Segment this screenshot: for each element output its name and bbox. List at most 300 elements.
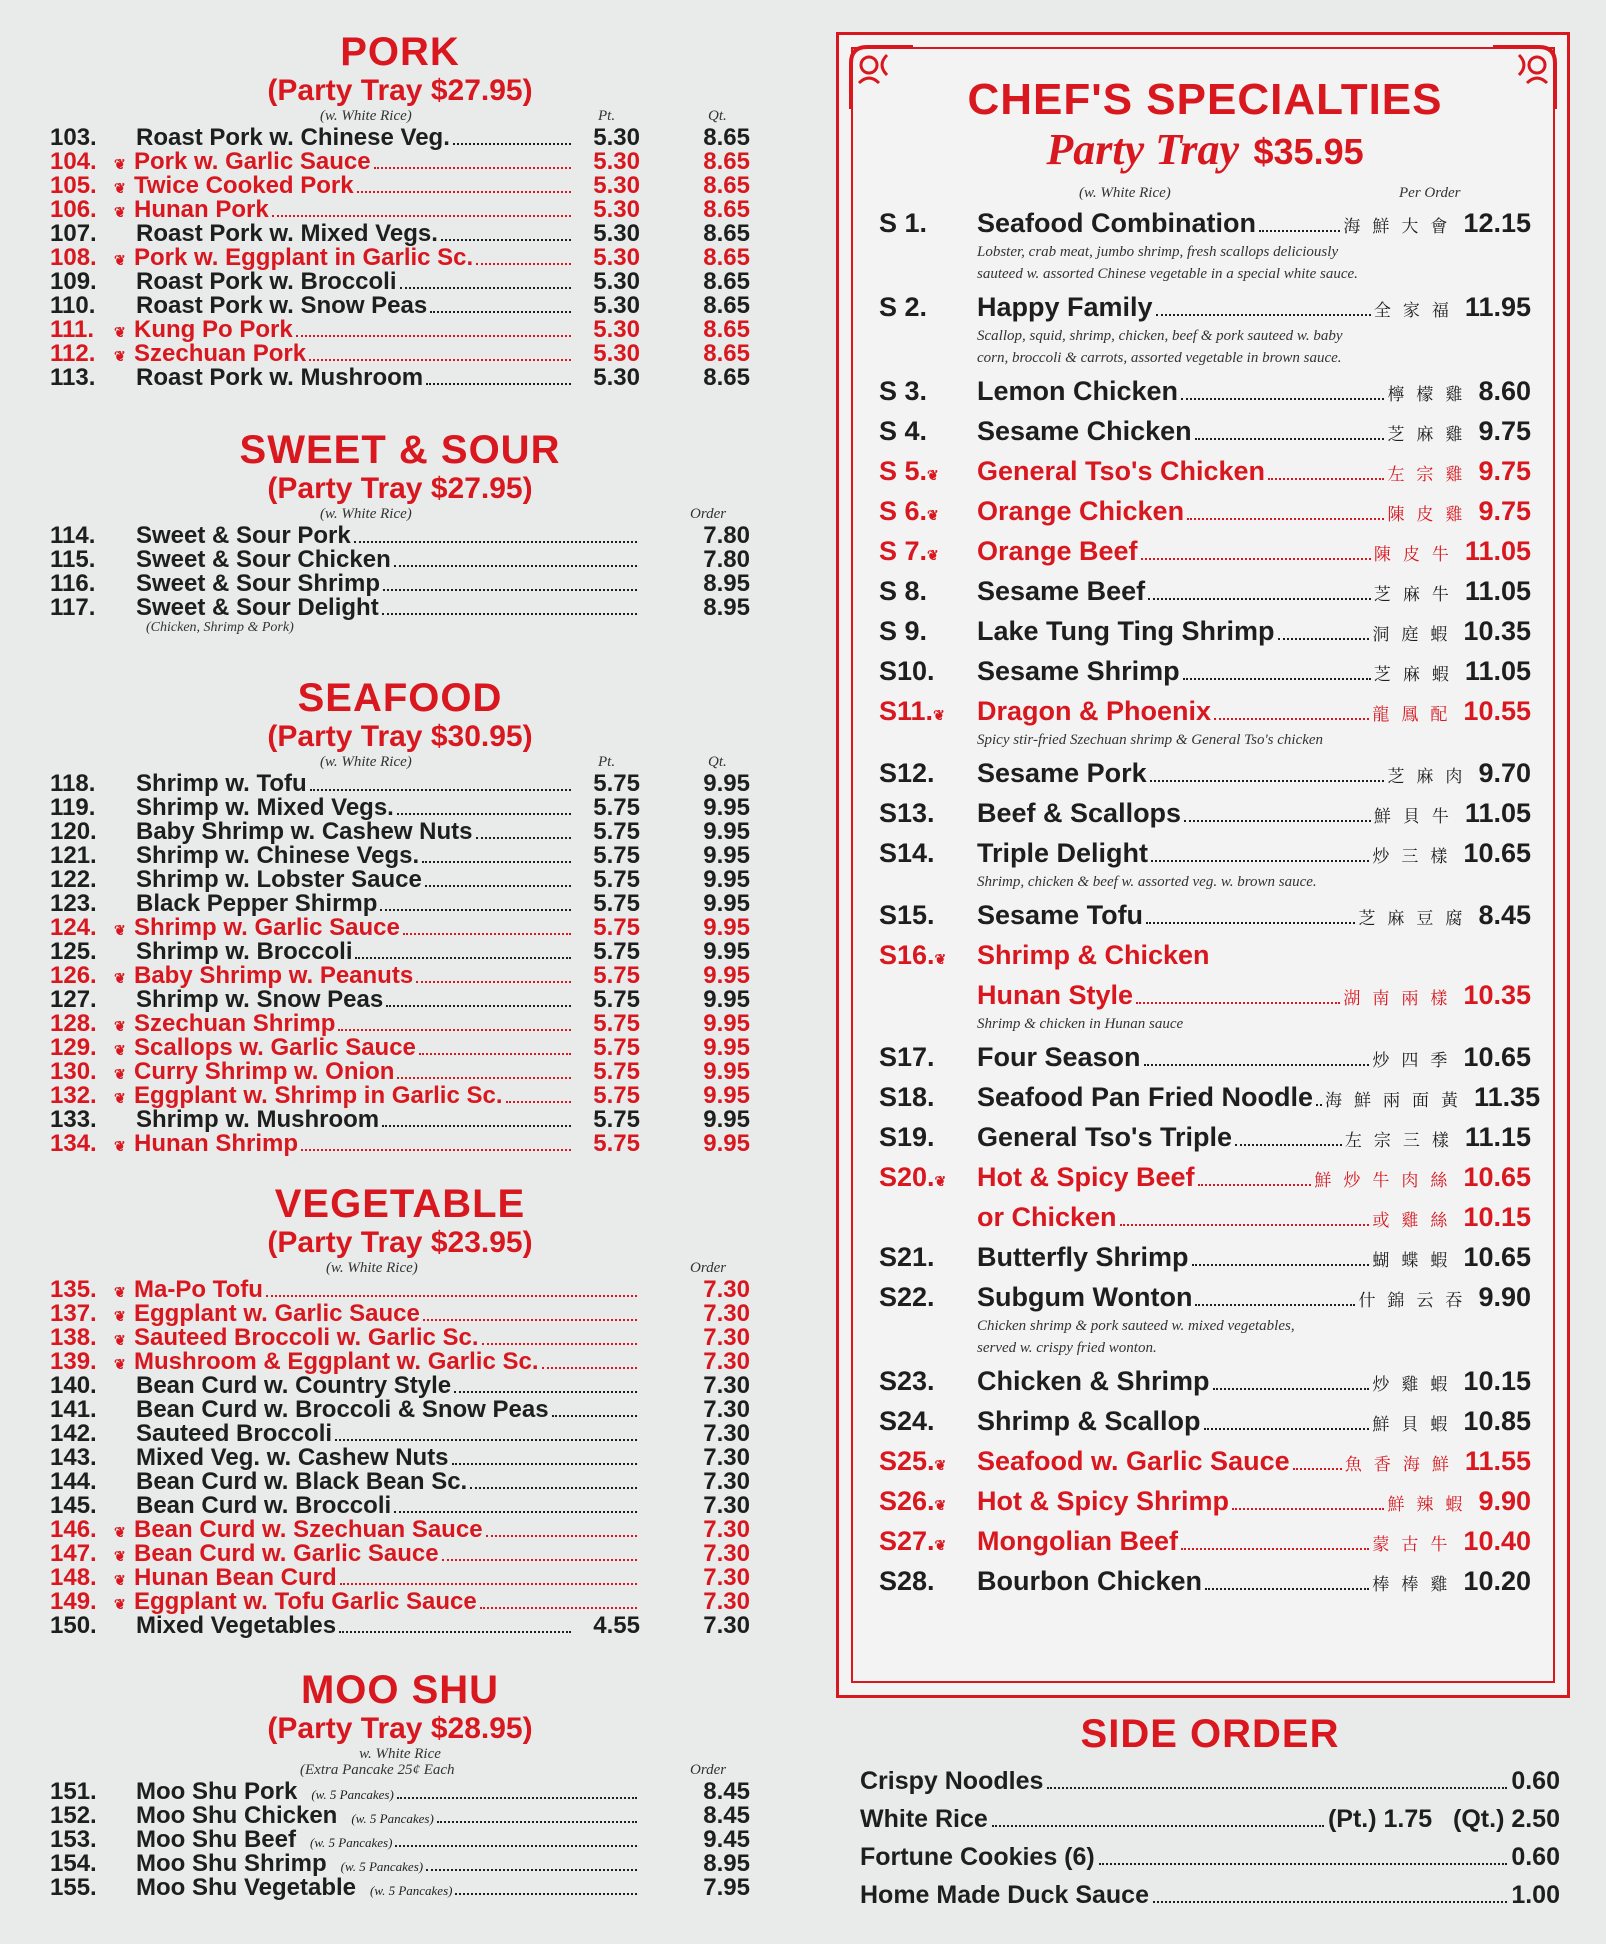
item-name: Seafood Pan Fried Noodle [977, 1082, 1314, 1112]
leader-dots [486, 1535, 637, 1537]
leader-dots [338, 1029, 571, 1031]
item-name: Happy Family [977, 292, 1153, 322]
section-title: VEGETABLE [274, 1182, 526, 1226]
item-name: Moo Shu Beef [136, 1826, 296, 1853]
item-name: Bean Curd w. Black Bean Sc. [136, 1468, 468, 1495]
leader-dots [395, 1845, 637, 1847]
item-number-text: S22. [879, 1282, 935, 1312]
party-tray-price: $35.95 [1253, 131, 1364, 172]
item-number: 124. [50, 914, 97, 941]
item-number [879, 611, 977, 651]
item-number [879, 287, 977, 327]
price-pint: 5.75 [593, 1082, 640, 1109]
menu-item [50, 1852, 750, 1876]
item-number [879, 1037, 977, 1077]
menu-item [50, 1422, 750, 1446]
price: 10.65 [1463, 838, 1531, 868]
item-name: Pork w. Garlic Sauce [134, 148, 371, 175]
item-name: Shrimp w. Tofu [136, 770, 307, 797]
leader-dots [1232, 1508, 1384, 1510]
price: 7.30 [703, 1468, 750, 1495]
menu-item [50, 1278, 750, 1302]
leader-dots [1184, 820, 1371, 822]
price-pint: 5.30 [593, 220, 640, 247]
chili-pepper-icon: ❦ [114, 1524, 126, 1540]
item-name: Roast Pork w. Mixed Vegs. [136, 220, 438, 247]
leader-dots [340, 1583, 637, 1585]
leader-dots [453, 143, 571, 145]
item-number: 140. [50, 1372, 97, 1399]
item-number [879, 833, 977, 873]
specialty-row [879, 895, 1531, 935]
item-name: Szechuan Pork [134, 340, 307, 367]
price: 8.95 [703, 570, 750, 597]
item-number: 151. [50, 1778, 97, 1805]
section-title: SWEET & SOUR [239, 428, 561, 472]
chili-pepper-icon: ❦ [114, 970, 126, 986]
price: 10.65 [1463, 1242, 1531, 1272]
specialty-item [879, 895, 1531, 935]
item-name: Dragon & Phoenix [977, 696, 1212, 726]
pork-list [50, 126, 750, 390]
price: 10.20 [1463, 1566, 1531, 1596]
item-number: 108. [50, 244, 97, 271]
item-name: Shrimp w. Garlic Sauce [134, 914, 400, 941]
item-name: Triple Delight [977, 838, 1149, 868]
section-title: SEAFOOD [297, 676, 503, 720]
leader-dots [1153, 1901, 1507, 1903]
item-number-text: S 8. [879, 576, 928, 606]
leader-dots [552, 1415, 637, 1417]
chili-pepper-icon: ❦ [934, 1537, 947, 1553]
leader-dots [1156, 314, 1371, 316]
item-number-text: S 4. [879, 416, 928, 446]
item-name: Moo Shu Pork [136, 1778, 298, 1805]
chinese-name: 海鮮大會 [1343, 217, 1460, 236]
menu-item [50, 294, 750, 318]
menu-item [50, 1446, 750, 1470]
moo-shu-section [50, 1668, 750, 1900]
leader-dots [1259, 230, 1340, 232]
leader-dots [310, 789, 571, 791]
item-number-text: S 1. [879, 208, 928, 238]
price-quart: 9.95 [703, 986, 750, 1013]
menu-item: 150. Mixed Vegetables 4.55 7.30 [50, 1612, 750, 1639]
specialty-item [879, 451, 1531, 491]
specialty-row [879, 1441, 1531, 1481]
specialty-row [879, 753, 1531, 793]
item-name: Eggplant w. Tofu Garlic Sauce [134, 1588, 477, 1615]
item-number: 123. [50, 890, 97, 917]
specialty-row [879, 1037, 1531, 1077]
chili-pepper-icon: ❦ [114, 1018, 126, 1034]
side-order-section [860, 1706, 1560, 1914]
chinese-name: 炒三樣 [1372, 847, 1460, 866]
item-number-text: S27. [879, 1526, 935, 1556]
chili-pepper-icon: ❦ [114, 180, 126, 196]
item-name: Four Season [977, 1042, 1141, 1072]
price-quart: 8.65 [703, 364, 750, 391]
price: 8.95 [703, 1850, 750, 1877]
item-description: Scallop, squid, shrimp, chicken, beef & pork sauteed w. baby [977, 328, 1343, 344]
leader-dots [1148, 598, 1371, 600]
price: 10.85 [1463, 1406, 1531, 1436]
leader-dots [355, 957, 571, 959]
item-name: Hunan Pork [134, 196, 269, 223]
rice-note: w. White Rice [359, 1746, 441, 1762]
item-number [879, 753, 977, 793]
section-title: CHEF'S SPECIALTIES [967, 75, 1443, 124]
specialty-row [879, 611, 1531, 651]
pork-section [50, 30, 750, 390]
price: (Pt.) 1.75 (Qt.) 2.50 [1327, 1805, 1560, 1833]
item-name: Lake Tung Ting Shrimp [977, 616, 1275, 646]
item-name: Kung Po Pork [134, 316, 293, 343]
menu-item [50, 844, 750, 868]
item-name: Sweet & Sour Pork [136, 522, 351, 549]
chinese-name: 蝴蝶蝦 [1372, 1251, 1460, 1270]
item-number [879, 371, 977, 411]
menu-item [50, 596, 750, 620]
item-name: Sauteed Broccoli w. Garlic Sc. [134, 1324, 479, 1351]
price-pint: 5.30 [593, 340, 640, 367]
chili-pepper-icon: ❦ [114, 1596, 126, 1612]
price: 7.30 [703, 1396, 750, 1423]
specialty-row [879, 1521, 1531, 1561]
item-name: Sweet & Sour Delight [136, 594, 379, 621]
menu-item [50, 174, 750, 198]
menu-item [50, 246, 750, 270]
item-number-text: S 6. [879, 496, 928, 526]
leader-dots [1181, 1548, 1369, 1550]
price: 7.30 [703, 1564, 750, 1591]
specialty-item [879, 793, 1531, 833]
price: 10.55 [1463, 696, 1531, 726]
chili-pepper-icon: ❦ [934, 1173, 947, 1189]
item-number: 127. [50, 986, 97, 1013]
specialty-item [879, 1077, 1541, 1117]
item-number-text: S 3. [879, 376, 928, 406]
item-number: 116. [50, 570, 96, 597]
chinese-name: 全家福 [1373, 301, 1461, 320]
price: 11.05 [1464, 536, 1531, 566]
item-name: Shrimp w. Mushroom [136, 1106, 380, 1133]
chinese-name: 海鮮兩面黃 [1325, 1091, 1471, 1110]
menu-item [50, 1374, 750, 1398]
item-name: Sesame Pork [977, 758, 1147, 788]
item-number: 133. [50, 1106, 97, 1133]
item-name: Lemon Chicken [977, 376, 1179, 406]
col-order: Order [690, 1260, 727, 1276]
item-name: Twice Cooked Pork [134, 172, 354, 199]
item-name: Sesame Tofu [977, 900, 1144, 930]
leader-dots [423, 1319, 637, 1321]
price: 11.15 [1464, 1122, 1531, 1152]
item-name: Orange Chicken [977, 496, 1185, 526]
item-number: 132. [50, 1082, 97, 1109]
price-pint: 5.75 [593, 1106, 640, 1133]
side-order-item [860, 1876, 1560, 1914]
chili-pepper-icon: ❦ [114, 1332, 126, 1348]
price-quart: 9.95 [703, 1058, 750, 1085]
menu-item [50, 1804, 750, 1828]
item-number [879, 491, 977, 535]
leader-dots [1268, 478, 1384, 480]
item-number-text: S17. [879, 1042, 935, 1072]
item-name: Mongolian Beef [977, 1526, 1178, 1556]
item-description: Lobster, crab meat, jumbo shrimp, fresh scallops deliciously [977, 244, 1339, 260]
price-pint: 5.75 [593, 890, 640, 917]
price: 7.30 [703, 1492, 750, 1519]
price: 9.70 [1478, 758, 1531, 788]
item-name: Bean Curd w. Broccoli & Snow Peas [136, 1396, 549, 1423]
side-order-item [860, 1762, 1560, 1800]
chinese-name: 芝麻雞 [1387, 425, 1475, 444]
item-name: Subgum Wonton [977, 1282, 1193, 1312]
price-pint: 5.30 [593, 196, 640, 223]
item-name: Hunan Bean Curd [134, 1564, 337, 1591]
item-number [879, 203, 977, 243]
menu-item [50, 1108, 750, 1132]
leader-dots [400, 287, 571, 289]
item-number: 145. [50, 1492, 97, 1519]
price: 11.95 [1464, 292, 1531, 322]
price: 9.45 [703, 1826, 750, 1853]
price: 1.00 [1511, 1881, 1560, 1909]
menu-item [50, 940, 750, 964]
item-number-text: S19. [879, 1122, 935, 1152]
leader-dots [482, 1343, 637, 1345]
menu-item [50, 988, 750, 1012]
leader-dots [1195, 1304, 1355, 1306]
item-note: (w. 5 Pancakes) [340, 1859, 424, 1874]
leader-dots [1146, 922, 1355, 924]
price-pint: 5.75 [593, 1034, 640, 1061]
leader-dots [382, 613, 637, 615]
vegetable-list [50, 1278, 750, 1614]
item-description: Spicy stir-fried Szechuan shrimp & General Tso's chicken [977, 732, 1324, 748]
item-number: 121. [50, 842, 97, 869]
leader-dots [441, 239, 571, 241]
menu-item [50, 1828, 750, 1852]
item-number-text: S 5. [879, 456, 928, 486]
chili-pepper-icon: ❦ [114, 1090, 126, 1106]
chili-pepper-icon: ❦ [934, 1457, 947, 1473]
chinese-name: 蒙古牛 [1372, 1535, 1460, 1554]
price-pint: 5.75 [593, 1058, 640, 1085]
price-quart: 9.95 [703, 1082, 750, 1109]
price: 9.75 [1478, 496, 1531, 526]
col-order: Order [690, 1762, 727, 1778]
chinese-name: 鮮辣蝦 [1387, 1495, 1475, 1514]
leader-dots [476, 263, 571, 265]
item-number-text: S28. [879, 1566, 935, 1596]
leader-dots [397, 813, 571, 815]
side-order-list [860, 1762, 1560, 1914]
item-name: Home Made Duck Sauce [860, 1881, 1149, 1909]
item-name: Pork w. Eggplant in Garlic Sc. [134, 244, 474, 271]
leader-dots [382, 1125, 571, 1127]
leader-dots [335, 1439, 637, 1441]
item-number-text: S25. [879, 1446, 935, 1476]
item-name: General Tso's Triple [977, 1122, 1233, 1152]
item-name: Seafood Combination [977, 208, 1256, 238]
leader-dots [454, 1391, 637, 1393]
leader-dots [301, 1149, 571, 1151]
item-description: served w. crispy fried wonton. [977, 1340, 1157, 1356]
menu-item [50, 270, 750, 294]
leader-dots [266, 1295, 637, 1297]
item-name: Fortune Cookies (6) [860, 1843, 1095, 1871]
item-name: White Rice [860, 1805, 988, 1833]
menu-item [50, 1590, 750, 1614]
section-title: PORK [340, 30, 460, 74]
item-number: 142. [50, 1420, 97, 1447]
specialty-item [879, 833, 1531, 895]
item-number-text: S18. [879, 1082, 935, 1112]
price: 11.05 [1464, 576, 1531, 606]
item-number: 112. [50, 340, 96, 367]
item-number: 113. [50, 364, 96, 391]
specialty-row [879, 833, 1531, 873]
chinese-name: 左宗三樣 [1344, 1131, 1461, 1150]
price-pint: 5.75 [593, 1010, 640, 1037]
item-name: Mushroom & Eggplant w. Garlic Sc. [134, 1348, 539, 1375]
price: 10.65 [1463, 1042, 1531, 1072]
price: 8.95 [703, 594, 750, 621]
menu-item [50, 1084, 750, 1108]
menu-item [50, 126, 750, 150]
price: 8.45 [703, 1802, 750, 1829]
price-pint: 5.30 [593, 268, 640, 295]
specialty-item [879, 571, 1531, 611]
price: 9.90 [1478, 1486, 1531, 1516]
item-note: (w. 5 Pancakes) [310, 1835, 393, 1850]
menu-item [50, 1302, 750, 1326]
item-name: Baby Shrimp w. Cashew Nuts [136, 818, 473, 845]
price-pint: 5.30 [593, 172, 640, 199]
item-number: 147. [50, 1540, 97, 1567]
item-number: 110. [50, 292, 96, 319]
price: 7.30 [703, 1420, 750, 1447]
price-pint: 5.75 [593, 818, 640, 845]
item-name: Moo Shu Chicken [136, 1802, 338, 1829]
leader-dots [437, 1821, 637, 1823]
item-description: corn, broccoli & carrots, assorted vegetable in brown sauce. [977, 350, 1342, 366]
item-name: Chicken & Shrimp [977, 1366, 1210, 1396]
price-quart: 8.65 [703, 124, 750, 151]
item-number [879, 895, 977, 935]
item-number: 115. [50, 546, 96, 573]
price: 0.60 [1511, 1767, 1560, 1795]
price-pint: 5.30 [593, 244, 640, 271]
price-quart: 9.95 [703, 1034, 750, 1061]
item-number [879, 1521, 977, 1565]
leader-dots [357, 191, 571, 193]
price-quart: 8.65 [703, 316, 750, 343]
menu-item [50, 366, 750, 390]
price: 7.30 [703, 1348, 750, 1375]
specialty-row [879, 571, 1531, 611]
price: 7.30 [703, 1444, 750, 1471]
leader-dots [506, 1101, 571, 1103]
menu-item [50, 1326, 750, 1350]
leader-dots [403, 933, 571, 935]
price: 7.30 [703, 1516, 750, 1543]
item-number: 114. [50, 522, 96, 549]
price-pint: 5.75 [593, 914, 640, 941]
chili-pepper-icon: ❦ [933, 707, 945, 723]
price: 7.30 [703, 1588, 750, 1615]
item-name: Bourbon Chicken [977, 1566, 1203, 1596]
leader-dots [470, 1487, 637, 1489]
item-number [879, 411, 977, 451]
leader-dots [1192, 1264, 1370, 1266]
menu-item [50, 916, 750, 940]
menu-item [50, 1876, 750, 1900]
specialty-item [879, 1277, 1531, 1361]
menu-item [50, 868, 750, 892]
leader-dots [1235, 1144, 1342, 1146]
price-quart: 9.95 [703, 938, 750, 965]
chili-pepper-icon: ❦ [114, 922, 126, 938]
menu-item [50, 1012, 750, 1036]
menu-item [50, 1780, 750, 1804]
leader-dots [1183, 678, 1371, 680]
chinese-name: 棒棒雞 [1372, 1575, 1460, 1594]
item-number [879, 1237, 977, 1277]
moo-shu-list [50, 1780, 750, 1900]
sweet-sour-section [50, 428, 750, 636]
chili-pepper-icon: ❦ [114, 1042, 126, 1058]
chili-pepper-icon: ❦ [114, 252, 126, 268]
item-name: Hunan Shrimp [134, 1130, 299, 1157]
leader-dots [1278, 638, 1370, 640]
item-number: 155. [50, 1874, 97, 1901]
item-name: Hot & Spicy Shrimp [977, 1486, 1230, 1516]
item-name: Bean Curd w. Szechuan Sauce [134, 1516, 483, 1543]
specialty-item [879, 1361, 1531, 1401]
chili-pepper-icon: ❦ [114, 1572, 126, 1588]
price-pint: 5.30 [593, 148, 640, 175]
item-number: 141. [50, 1396, 97, 1423]
leader-dots [386, 1005, 571, 1007]
item-number: 130. [50, 1058, 97, 1085]
item-name: Curry Shrimp w. Onion [134, 1058, 395, 1085]
menu-item [50, 1470, 750, 1494]
item-number-text: S21. [879, 1242, 935, 1272]
item-number-text: S14. [879, 838, 935, 868]
leader-dots [374, 167, 571, 169]
leader-dots [1214, 718, 1369, 720]
specialty-row [879, 1481, 1531, 1521]
item-number-text: S26. [879, 1486, 935, 1516]
price-quart: 9.95 [703, 1106, 750, 1133]
specialty-row [879, 793, 1531, 833]
item-name: Shrimp w. Snow Peas [136, 986, 384, 1013]
item-description: Chicken shrimp & pork sauteed w. mixed vegetables, [977, 1318, 1295, 1334]
price: 8.45 [703, 1778, 750, 1805]
item-note: (w. 5 Pancakes) [311, 1787, 394, 1802]
price-quart: 9.95 [703, 794, 750, 821]
item-name: Roast Pork w. Chinese Veg. [136, 124, 450, 151]
seafood-list [50, 772, 750, 1156]
price-pint: 5.75 [593, 1130, 640, 1157]
party-tray-label: Party Tray [1046, 125, 1240, 174]
specialty-row [879, 203, 1531, 243]
item-number: 111. [50, 316, 95, 343]
chinese-name: 檸檬雞 [1387, 385, 1475, 404]
